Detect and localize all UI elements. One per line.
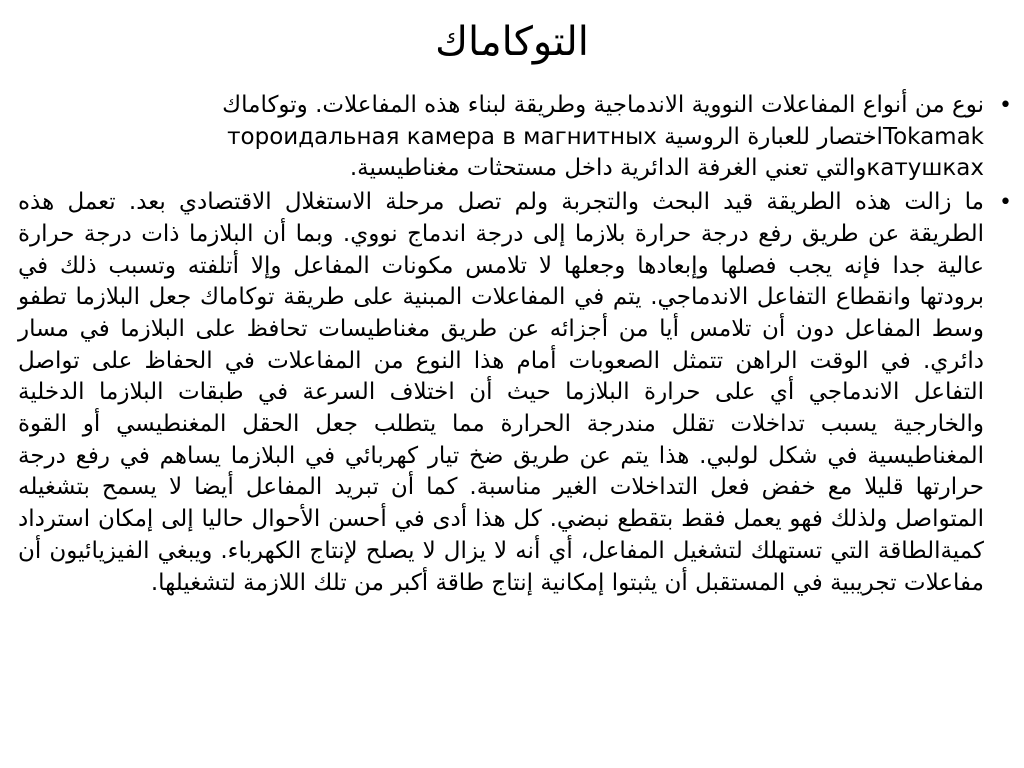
bullet-2-text: ما زالت هذه الطريقة قيد البحث والتجربة ولم تصل مرحلة الاستغلال الاقتصادي بعد. تعمل هذه الطريقة عن طريق رفع درجة حرارة بلازما إلى درجة اندماج نووي. وبما أن البلازما ذات درجة حرارة عالية جدا فإنه يجب فصلها وإبعادها وجعلها لا تلامس مكونات المفاعل وإلا أتلفته وتسبب ذلك في برودتها وانقطاع التفاعل الاندماجي. يتم في المفاعلات المبنية على طريقة توكاماك جعل البلازما تطفو وسط المفاعل دون أن تلامس أيا من أجزائه عن طريق مغناطيسات تحافظ على البلازما في مسار دائري. في الوقت الراهن تتمثل الصعوبات أمام هذا النوع من المفاعلات في الحفاظ على تواصل التفاعل الاندماجي أي على حرارة البلازما حيث أن اختلاف السرعة في طبقات البلازما الدخلية والخارجية يسبب تداخلات تقلل مندرجة الحرارة مما يتطلب جعل الحقل المغنطيسي أو القوة المغناطيسية في شكل لولبي. هذا يتم عن طريق ضخ تيار كهربائي في البلازما يساهم في رفع درجة حرارتها قليلا مع خفض فعل التداخلات الغير مناسبة. كما أن تبريد المفاعل أيضا لا يسمح بتشغيله المتواصل ولذلك فهو يعمل فقط بتقطع نبضي. كل هذا أدى في أحسن الأحوال حاليا إلى إمكان استرداد كميةالطاقة التي تستهلك لتشغيل المفاعل، أي أنه لا يزال لا يصلح لإنتاج الكهرباء. ويبغي الفيزيائيون أن مفاعلات تجريبية في المستقبل أن يثبتوا إمكانية إنتاج طاقة أكبر من تلك اللازمة لتشغيلها.	[18, 189, 984, 596]
bullet-item-1	[18, 90, 1014, 185]
bullet-dot-icon: •	[999, 93, 1012, 118]
bullet-1-line-3: катушкахوالتي تعني الغرفة الدائرية داخل مستحثات مغناطيسية.	[349, 155, 984, 182]
bullet-list	[18, 90, 1014, 599]
bullet-1-line-1: نوع من أنواع المفاعلات النووية الاندماجية وطريقة لبناء هذه المفاعلات. وتوكاماك	[222, 92, 984, 118]
bullet-item-2	[18, 187, 1014, 599]
slide-title: التوكاماك	[435, 19, 589, 65]
bullet-1-line-2: Tokamakاختصار للعبارة الروسية тороидальная камера в магнитных	[227, 123, 984, 150]
bullet-dot-icon: •	[999, 190, 1012, 216]
